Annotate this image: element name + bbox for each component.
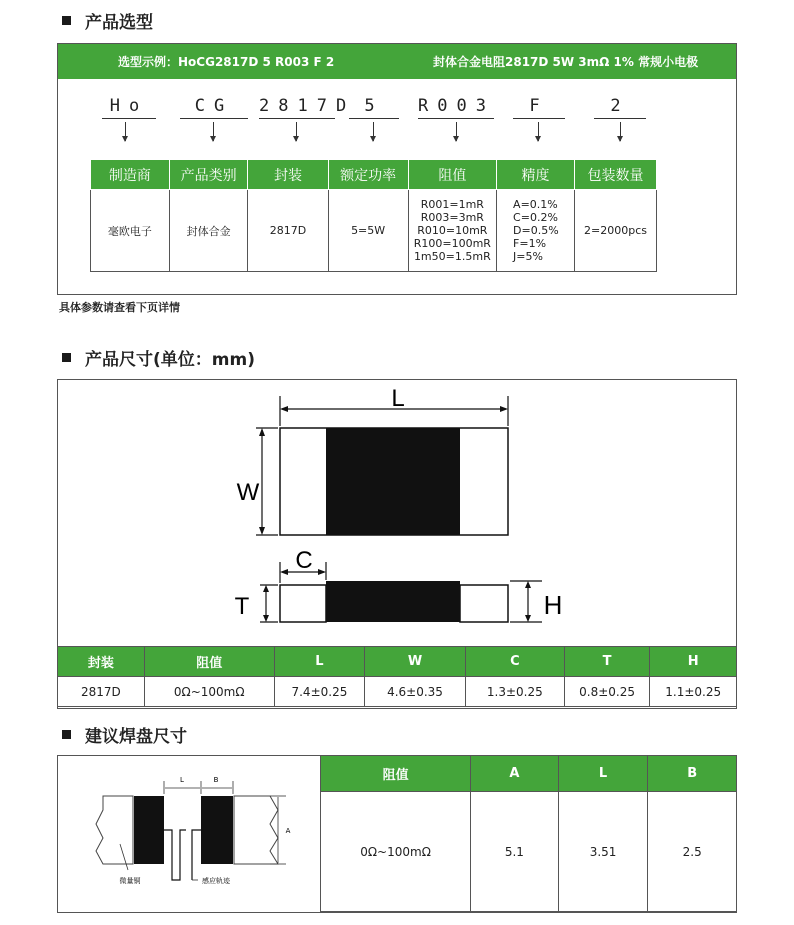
label-C: C	[295, 547, 313, 574]
bullet-square-icon	[62, 16, 71, 25]
code-category	[180, 96, 248, 119]
pad-left	[134, 796, 164, 864]
example-description: 封体合金电阻2817D 5W 3mΩ 1% 常规小电极	[433, 55, 699, 69]
down-arrow-icon	[373, 122, 374, 141]
code-text: 2817D	[259, 96, 356, 116]
chip-top-body	[326, 428, 460, 535]
chip-side-terminal-left	[280, 585, 326, 622]
label-L: L	[391, 385, 405, 412]
code-underline	[513, 118, 565, 119]
code-underline	[594, 118, 646, 119]
dimension-table	[57, 646, 737, 707]
header-cell: W	[365, 647, 466, 677]
table-cell: 4.6±0.35	[365, 677, 466, 707]
header-cell: 包装数量	[575, 160, 657, 190]
selection-table	[90, 159, 657, 272]
header-cell: 封装	[58, 647, 145, 677]
note-text: 具体参数请查看下页详情	[59, 301, 180, 314]
pointer-line	[120, 844, 128, 870]
note-sense: 感应轨迹	[202, 877, 230, 885]
section-title-pad	[62, 722, 187, 747]
table-cell: 3.51	[558, 792, 648, 912]
chip-dimension-drawing	[58, 380, 736, 645]
arrow-left-icon	[280, 569, 288, 575]
header-cell: 额定功率	[328, 160, 408, 190]
code-underline	[180, 118, 248, 119]
code-text: 5	[364, 96, 384, 116]
code-text: 2	[610, 96, 630, 116]
section-title-text: 产品选型	[85, 13, 153, 33]
pad-layout-drawing	[58, 756, 320, 912]
code-resistance	[418, 96, 494, 119]
header-cell: A	[471, 756, 559, 792]
label-T: T	[234, 593, 250, 620]
header-cell: 阻值	[321, 756, 471, 792]
table-cell: R001=1mR R003=3mR R010=10mR R100=100mR 1m50=1.5mR	[408, 190, 496, 272]
header-cell: B	[648, 756, 737, 792]
header-cell: 封装	[248, 160, 328, 190]
table-cell: 2817D	[248, 190, 328, 272]
code-power	[349, 96, 399, 119]
table-row	[321, 792, 737, 912]
table-cell: 5.1	[471, 792, 559, 912]
pad-right	[201, 796, 233, 864]
header-cell: 阻值	[144, 647, 274, 677]
down-arrow-icon	[456, 122, 457, 141]
table-cell: 5=5W	[328, 190, 408, 272]
down-arrow-icon	[620, 122, 621, 141]
chip-side-body	[326, 581, 460, 622]
section-title-dimensions	[62, 345, 255, 370]
table-header-row	[321, 756, 737, 792]
table-cell: 1.3±0.25	[465, 677, 564, 707]
header-cell: L	[274, 647, 364, 677]
label-A: A	[285, 827, 291, 835]
table-header-row	[91, 160, 657, 190]
code-package	[259, 96, 356, 119]
table-cell: 7.4±0.25	[274, 677, 364, 707]
code-text: R003	[418, 96, 495, 116]
code-packing	[594, 96, 646, 119]
arrow-right-icon	[318, 569, 326, 575]
code-text: F	[529, 96, 549, 116]
table-cell: 1.1±0.25	[650, 677, 737, 707]
section-title-text: 建议焊盘尺寸	[85, 727, 187, 747]
pad-box	[57, 755, 737, 913]
table-cell: 2.5	[648, 792, 737, 912]
table-row	[58, 677, 737, 707]
header-cell: H	[650, 647, 737, 677]
table-header-row	[58, 647, 737, 677]
header-cell: C	[465, 647, 564, 677]
table-cell: 0.8±0.25	[564, 677, 650, 707]
code-underline	[102, 118, 156, 119]
code-underline	[349, 118, 399, 119]
arrow-up-icon	[259, 428, 265, 436]
label-B: B	[213, 776, 219, 784]
code-underline	[259, 118, 335, 119]
down-arrow-icon	[296, 122, 297, 141]
chip-side-terminal-right	[460, 585, 508, 622]
table-cell: A=0.1% C=0.2% D=0.5% F=1% J=5%	[497, 190, 575, 272]
table-cell: 毫欧电子	[91, 190, 170, 272]
code-tolerance	[513, 96, 565, 119]
arrow-right-icon	[500, 406, 508, 412]
code-manufacturer	[102, 96, 156, 119]
copper-right-outline	[234, 796, 278, 864]
header-cell: 制造商	[91, 160, 170, 190]
selection-box	[57, 43, 737, 295]
arrow-down-icon	[525, 615, 531, 622]
label-H: H	[543, 590, 563, 620]
example-banner	[58, 44, 736, 79]
copper-left-outline	[96, 796, 133, 864]
header-cell: 阻值	[408, 160, 496, 190]
sense-trace	[192, 830, 201, 880]
dimension-box	[57, 379, 737, 709]
example-label: 选型示例：HoCG2817D 5 R003 F 2	[118, 55, 335, 69]
down-arrow-icon	[538, 122, 539, 141]
pad-table	[320, 755, 737, 912]
arrow-up-icon	[263, 585, 269, 592]
arrow-down-icon	[263, 615, 269, 622]
down-arrow-icon	[213, 122, 214, 141]
header-cell: T	[564, 647, 650, 677]
code-underline	[418, 118, 494, 119]
table-cell: 2=2000pcs	[575, 190, 657, 272]
label-W: W	[236, 479, 260, 506]
table-cell: 封体合金	[169, 190, 248, 272]
section-title-selection	[62, 8, 153, 33]
label-L: L	[180, 776, 184, 784]
table-row	[91, 190, 657, 272]
code-text: CG	[194, 96, 234, 116]
note-copper: 微量铜	[119, 877, 141, 885]
header-cell: 精度	[497, 160, 575, 190]
table-cell: 2817D	[58, 677, 145, 707]
sense-trace	[164, 830, 186, 880]
table-cell: 0Ω~100mΩ	[144, 677, 274, 707]
header-cell: 产品类别	[169, 160, 248, 190]
arrow-down-icon	[259, 527, 265, 535]
arrow-up-icon	[525, 581, 531, 588]
section-title-text: 产品尺寸(单位：mm)	[85, 350, 255, 370]
bullet-square-icon	[62, 353, 71, 362]
down-arrow-icon	[125, 122, 126, 141]
table-cell: 0Ω~100mΩ	[321, 792, 471, 912]
code-text: Ho	[109, 96, 149, 116]
arrow-left-icon	[280, 406, 288, 412]
header-cell: L	[558, 756, 648, 792]
bullet-square-icon	[62, 730, 71, 739]
